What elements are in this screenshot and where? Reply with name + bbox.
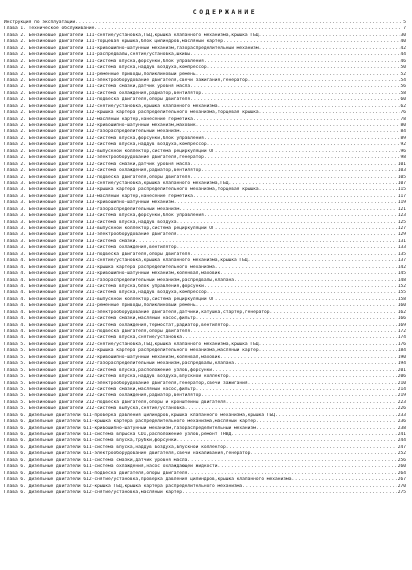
toc-entry-title: Глава 4. Бензиновые двигатели 2I1-крышка картера распределительного механизма (4, 264, 215, 270)
toc-entry-page: 98 (400, 155, 406, 161)
toc-entry-title: Глава 2. Бензиновые двигатели 1I2-снятие/установка,крышка клапанного механизма (4, 103, 218, 109)
toc-entry-page: 236 (397, 419, 406, 425)
toc-entry-page: 50 (400, 65, 406, 71)
toc-entry-page: 210 (397, 380, 406, 386)
toc-entry-page: 133 (397, 245, 406, 251)
toc-entry-page: 264 (397, 470, 406, 476)
toc-entry-title: Глава 2. Бензиновые двигатели 1I2-крышка картера распределительного механизма,торцевая крышка (4, 110, 259, 116)
toc-entry-page: 148 (397, 277, 406, 283)
toc-entry-title: Глава 2. Бензиновые двигатели 1I1-торцевая крышка,блок цилиндров,масляный картер (4, 39, 223, 45)
toc-entry-title: Глава 6. Дизельные двигатели 6I1-система впрыска CDI,расположение узлов,ремонт ТНВД (4, 432, 232, 437)
toc-entry-page: 145 (397, 271, 406, 277)
toc-entry[interactable] (4, 490, 406, 496)
toc-entry-page: 56 (400, 84, 406, 90)
toc-entry-page: 252 (397, 451, 406, 457)
toc-entry-title: Глава 5. Бензиновые двигатели 2I2-подвеска двигателя,опоры и кронштейны двигателя (4, 399, 226, 405)
toc-entry-title: Глава 3. Бензиновые двигатели 1I3-выпускной коллектор,система рециркуляции ОГ (4, 226, 215, 231)
toc-entry-title: Глава 5. Бензиновые двигатели 2I2-снятие/установка,ГБЦ,крышка клапанного механизма,крышка ГБЦ (4, 341, 259, 347)
toc-entry-title: Глава 3. Бензиновые двигатели 1I3-крышка картера распределительного механизма,торцевая крышка (4, 187, 259, 193)
toc-entry-title: Глава 2. Бензиновые двигатели 1I2-выпускной коллектор,система рециркуляции ОГ (4, 148, 215, 154)
dot-leader (182, 490, 397, 496)
toc-entry-title: Глава 5. Бензиновые двигатели 2I2-кривошипно-шатунный механизм,коленвал,маховик (4, 354, 221, 360)
toc-entry-title: Глава 4. Бензиновые двигатели 2I1-электрооборудование двигателя,датчики,катушка,стартер,генератор (4, 309, 270, 315)
toc-entry-page: 174 (397, 335, 406, 341)
toc-entry-title: Глава 6. Дизельные двигатели 6I2-снятие/установка,масляный картер (4, 489, 182, 495)
toc-entry-title: Глава 5. Бензиновые двигатели 2I2-газораспределительный механизм,распредвалы,клапана (4, 361, 234, 367)
toc-entry-page: 176 (397, 341, 406, 347)
toc-entry-page: 101 (397, 161, 406, 167)
toc-entry-page: 44 (400, 52, 406, 58)
toc-entry-page: 7 (403, 26, 406, 32)
toc-entry-page: 155 (397, 290, 406, 296)
toc-entry-title: Глава 4. Бензиновые двигатели 2I1-система охлаждения,термостат,радиатор,вентилятор (4, 322, 229, 328)
toc-entry-page: 152 (397, 283, 406, 289)
toc-entry-page: 52 (400, 71, 406, 77)
toc-list (4, 20, 406, 496)
toc-entry-title: Глава 6. Дизельные двигатели 6I2-крышка ГБЦ,крышка картера распределительного механизма (4, 483, 243, 489)
toc-entry-title: Глава 2. Бензиновые двигатели 1I1-система впуска,наддув воздуха,компрессор (4, 65, 207, 71)
toc-entry-page: 46 (400, 58, 406, 64)
toc-entry-title: Глава 2. Бензиновые двигатели 1I2-система охлаждения,радиатор,вентилятор (4, 168, 202, 174)
toc-entry-title: Глава 5. Бензиновые двигатели 2I2-система охлаждения,радиатор,вентилятор (4, 393, 202, 399)
toc-entry-page: 78 (400, 116, 406, 122)
toc-entry-page: 123 (397, 213, 406, 219)
toc-entry-page: 105 (397, 174, 406, 180)
toc-entry-title: Глава 4. Бензиновые двигатели 2I1-подвеска двигателя,опоры двигателя (4, 329, 191, 334)
toc-entry-title: Глава 1. Техническое обслуживание (4, 26, 95, 32)
toc-entry-title: Глава 2. Бензиновые двигатели 1I1-подвеска двигателя,опоры двигателя (4, 97, 191, 103)
toc-entry-title: Глава 3. Бензиновые двигатели 1I3-система впуска,наддув воздуха (4, 219, 177, 225)
toc-entry-page: 160 (397, 303, 406, 309)
toc-entry-title: Глава 4. Бензиновые двигатели 2I1-система впуска,снятие/установка (4, 335, 182, 341)
toc-entry-page: 169 (397, 322, 406, 328)
page-title: СОДЕРЖАНИЕ (192, 8, 258, 16)
toc-entry-title: Глава 6. Дизельные двигатели 6I1-система впуска,наддув воздуха,впускной коллектор (4, 444, 226, 450)
toc-entry-title: Глава 5. Бензиновые двигатели 2I2-система впуска,наддув воздуха,впускной коллектор (4, 374, 229, 380)
toc-entry-title: Инструкция по эксплуатации (4, 20, 76, 25)
toc-entry-page: 62 (400, 103, 406, 109)
toc-entry-title: Глава 4. Бензиновые двигатели 2I1-система впуска,блок управления,форсунки (4, 283, 204, 289)
toc-entry-title: Глава 5. Бензиновые двигатели 2I2-система смазки,масляный насос,фильтр (4, 386, 196, 392)
toc-entry-title: Глава 3. Бензиновые двигатели 1I3-система охлаждения,вентилятор (4, 245, 177, 251)
toc-entry-title: Глава 2. Бензиновые двигатели 1I2-электрооборудование двигателя,генератор (4, 155, 204, 161)
toc-entry-title: Глава 6. Дизельные двигатели 6I1-крышка картера распределительного механизма,масляный картер (4, 419, 256, 425)
toc-entry-page: 42 (400, 45, 406, 51)
toc-entry-title: Глава 4. Бензиновые двигатели 2I1-система впуска,наддув воздуха,компрессор (4, 290, 207, 296)
toc-entry-page: 142 (397, 264, 406, 270)
toc-entry-title: Глава 5. Бензиновые двигатели 2I2-крышка картера распределительного механизма,масляный картер (4, 348, 259, 354)
toc-entry-page: 84 (400, 129, 406, 135)
toc-entry-page: 241 (397, 432, 406, 437)
toc-entry-title: Глава 6. Дизельные двигатели 6I1-кривошипно-шатунный механизм,газораспределительный механизм (4, 425, 256, 431)
toc-entry-page: 103 (397, 168, 406, 174)
toc-entry-page: 80 (400, 123, 406, 128)
toc-entry-page: 260 (397, 464, 406, 470)
toc-entry-title: Глава 2. Бензиновые двигатели 1I1-система впуска,форсунки,блок управления (4, 58, 204, 64)
toc-entry-title: Глава 5. Бензиновые двигатели 2I2-электрооборудование двигателя,генератор,свечи зажигания (4, 380, 248, 386)
toc-entry-page: 119 (397, 200, 406, 206)
toc-entry-page: 166 (397, 316, 406, 322)
toc-entry-page: 267 (397, 477, 406, 483)
toc-entry-title: Глава 3. Бензиновые двигатели 1I3-электрооборудование двигателя (4, 232, 177, 238)
toc-entry-page: 238 (397, 425, 406, 431)
toc-entry-page: 256 (397, 457, 406, 463)
toc-entry-page: 127 (397, 226, 406, 231)
toc-entry-title: Глава 4. Бензиновые двигатели 2I1-снятие/установка,крышка клапанного механизма,крышка ГБЦ (4, 258, 248, 264)
toc-entry-page: 172 (397, 329, 406, 334)
toc-entry-title: Глава 2. Бензиновые двигатели 1I1-электрооборудование двигателя,свечи зажигания,генератор (4, 77, 248, 83)
toc-entry-title: Глава 4. Бензиновые двигатели 2I1-ремённые приводы,поликлиновый ремень (4, 303, 196, 309)
toc-entry-title: Глава 2. Бензиновые двигатели 1I1-распредвалы,снятие/установка,шкивы (4, 52, 191, 58)
toc-entry-title: Глава 3. Бензиновые двигатели 1I3-снятие/установка,крышка клапанного механизма,ГБЦ (4, 180, 229, 186)
toc-entry-page: 58 (400, 90, 406, 96)
toc-entry-title: Глава 5. Бензиновые двигатели 2I2-система выпуска,снятие/установка (4, 406, 185, 412)
toc-entry-page: 190 (397, 354, 406, 360)
toc-entry-title: Глава 6. Дизельные двигатели 6I2-снятие/установка,проверка давления цилиндров,крышка клапанного механизма (4, 477, 292, 483)
toc-entry-page: 244 (397, 438, 406, 444)
toc-entry-title: Глава 2. Бензиновые двигатели 1I2-система смазки,датчик уровня масла (4, 161, 191, 167)
toc-entry-title: Глава 6. Дизельные двигатели 6I1-электрооборудование двигателя,свечи накаливания,генератор (4, 451, 251, 457)
toc-entry-title: Глава 6. Дизельные двигатели 6I1-система охлаждения,насос охлаждающей жидкости (4, 464, 218, 470)
toc-entry-page: 214 (397, 386, 406, 392)
toc-entry-title: Глава 6. Дизельные двигатели 6I1-подвеска двигателя,опоры двигателя (4, 470, 188, 476)
toc-entry-page: 76 (400, 110, 406, 116)
toc-entry-page: 96 (400, 148, 406, 154)
toc-entry-page: 223 (397, 399, 406, 405)
toc-entry-title: Глава 3. Бензиновые двигатели 1I3-подвеска двигателя,опоры двигателя (4, 251, 191, 257)
toc-entry-page: 219 (397, 393, 406, 399)
toc-entry-title: Глава 2. Бензиновые двигатели 1I2-газораспределительный механизм (4, 129, 180, 135)
toc-entry-title: Глава 2. Бензиновые двигатели 1I2-подвеска двигателя,опоры двигателя (4, 174, 191, 180)
toc-entry-title: Глава 2. Бензиновые двигатели 1I1-кривошипно-шатунный механизм,газораспределительный механизм (4, 45, 259, 51)
toc-entry-page: 135 (397, 251, 406, 257)
toc-entry-title: Глава 3. Бензиновые двигатели 1I3-газораспределительный механизм (4, 206, 180, 212)
toc-entry-page: 131 (397, 238, 406, 244)
toc-entry-page: 125 (397, 219, 406, 225)
toc-entry-page: 40 (400, 39, 406, 45)
toc-entry-title: Глава 4. Бензиновые двигатели 2I1-система смазки,масляный насос,фильтр (4, 316, 196, 322)
toc-entry-title: Глава 2. Бензиновые двигатели 1I2-масляный картер,нанесение герметика (4, 116, 193, 122)
toc-entry-page: 270 (397, 483, 406, 489)
toc-entry-title: Глава 3. Бензиновые двигатели 1I3-масляный картер,нанесение герметика (4, 193, 193, 199)
toc-entry-page: 206 (397, 374, 406, 380)
toc-entry-page: 121 (397, 206, 406, 212)
toc-entry-page: 226 (397, 406, 406, 412)
toc-entry-page: 54 (400, 77, 406, 83)
toc-entry-page: 107 (397, 180, 406, 186)
toc-entry-page: 184 (397, 348, 406, 354)
toc-entry-title: Глава 4. Бензиновые двигатели 2I1-кривошипно-шатунный механизм,коленвал,маховик (4, 271, 221, 277)
toc-entry-title: Глава 3. Бензиновые двигатели 1I3-система впуска,форсунки,блок управления (4, 213, 204, 219)
toc-entry-page: 115 (397, 187, 406, 193)
toc-entry-page: 162 (397, 309, 406, 315)
toc-entry-title: Глава 6. Дизельные двигатели 6I1-система смазки,датчик уровня масла (4, 457, 188, 463)
toc-entry-title: Глава 6. Дизельные двигатели 6I1-проверка давления цилиндров,крышка клапанного механизма,крышка ГБЦ (4, 412, 276, 418)
toc-entry-title: Глава 2. Бензиновые двигатели 1I1-ремённые приводы,поликлиновый ремень (4, 71, 196, 77)
toc-entry-title: Глава 2. Бензиновые двигатели 1I1-система смазки,датчик уровня масла (4, 84, 191, 90)
toc-entry-page: 30 (400, 32, 406, 38)
toc-entry-page: 92 (400, 142, 406, 148)
toc-entry-title: Глава 2. Бензиновые двигатели 1I1-система охлаждения,радиатор,вентилятор (4, 90, 202, 96)
toc-entry-title: Глава 3. Бензиновые двигатели 1I3-кривошипно-шатунный механизм (4, 200, 174, 206)
toc-entry-page: 158 (397, 296, 406, 302)
toc-entry-page: 194 (397, 361, 406, 367)
toc-entry-title: Глава 5. Бензиновые двигатели 2I2-система впуска,расположение узлов,форсунки (4, 367, 213, 373)
toc-entry-page: 117 (397, 193, 406, 199)
toc-entry-page: 201 (397, 367, 406, 373)
toc-entry-page: 137 (397, 258, 406, 264)
toc-entry-title: Глава 6. Дизельные двигатели 6I1-система впуска,трубки,форсунки (4, 438, 177, 444)
toc-entry-title: Глава 2. Бензиновые двигатели 1I2-система впуска,наддув воздуха,компрессор (4, 142, 207, 148)
toc-entry-title: Глава 2. Бензиновые двигатели 1I2-система впуска,форсунки,блок управления (4, 135, 204, 141)
toc-entry-page: 129 (397, 232, 406, 238)
toc-entry-page: 5 (403, 20, 406, 25)
toc-entry-title: Глава 4. Бензиновые двигатели 2I1-газораспределительный механизм,распредвалы,клапана (4, 277, 234, 283)
toc-entry-page: 275 (397, 489, 406, 495)
toc-entry-page: 89 (400, 135, 406, 141)
toc-entry-title: Глава 3. Бензиновые двигатели 1I3-система смазки (4, 238, 136, 244)
toc-entry-title: Глава 2. Бензиновые двигатели 1I2-кривошипно-шатунный механизм,маховик (4, 123, 196, 128)
toc-entry-page: 247 (397, 444, 406, 450)
toc-entry-title: Глава 2. Бензиновые двигатели 1I1-снятие/установка,ГБЦ,крышка клапанного механизма,крышка ГБЦ (4, 32, 259, 38)
toc-entry-page: 233 (397, 412, 406, 418)
toc-entry-title: Глава 4. Бензиновые двигатели 2I1-выпускной коллектор,система рециркуляции ОГ (4, 296, 215, 302)
toc-entry-page: 60 (400, 97, 406, 103)
